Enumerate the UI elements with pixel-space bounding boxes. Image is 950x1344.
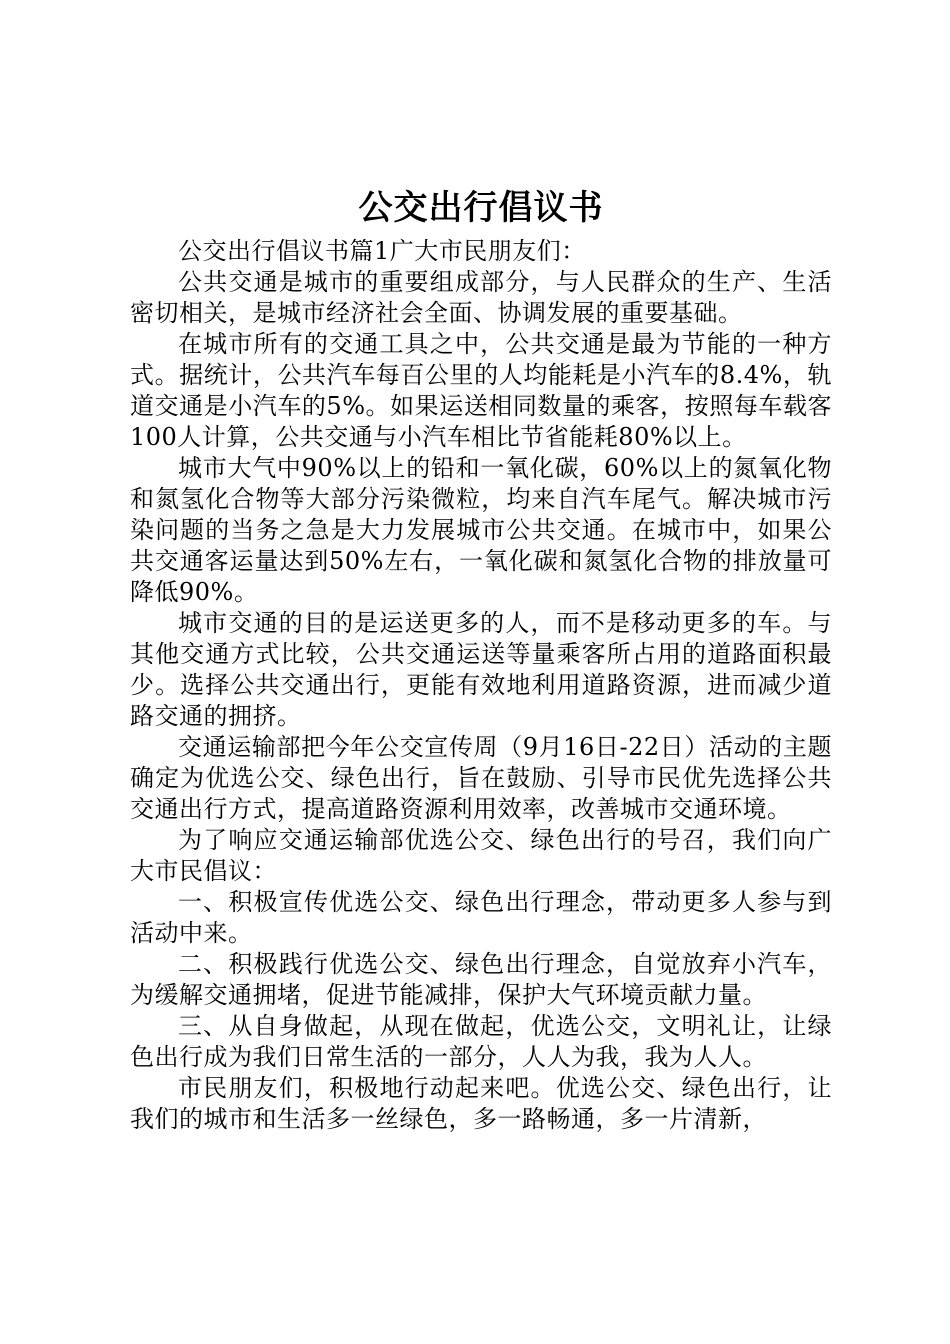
paragraph-call: 为了响应交通运输部优选公交、绿色出行的号召，我们向广大市民倡议： [130,826,832,885]
document-title: 公交出行倡议书 [358,188,604,228]
paragraph-pollution: 城市大气中90%以上的铅和一氧化碳，60%以上的氮氧化物和氮氢化合物等大部分污染微粒，均来自汽车尾气。解决城市污染问题的当务之急是大力发展城市公共交通。在城市中，如果公共交通客运量达到50%左右，一氧化碳和氮氢化合物的排放量可降低90%。 [130,454,832,606]
paragraph-item-1: 一、积极宣传优选公交、绿色出行理念，带动更多人参与到活动中来。 [130,888,832,947]
paragraph-item-3: 三、从自身做起，从现在做起，优选公交，文明礼让，让绿色出行成为我们日常生活的一部分，人人为我，我为人人。 [130,1012,832,1071]
paragraph-theme: 交通运输部把今年公交宣传周（9月16日-22日）活动的主题确定为优选公交、绿色出行，旨在鼓励、引导市民优先选择公共交通出行方式，提高道路资源利用效率，改善城市交通环境。 [130,733,832,823]
paragraph-item-2: 二、积极践行优选公交、绿色出行理念，自觉放弃小汽车，为缓解交通拥堵，促进节能减排，保护大气环境贡献力量。 [130,950,832,1009]
paragraph-purpose: 城市交通的目的是运送更多的人，而不是移动更多的车。与其他交通方式比较，公共交通运送等量乘客所占用的道路面积最少。选择公共交通出行，更能有效地利用道路资源，进而减少道路交通的拥挤。 [130,609,832,730]
paragraph-intro: 公共交通是城市的重要组成部分，与人民群众的生产、生活密切相关，是城市经济社会全面、协调发展的重要基础。 [130,268,832,327]
document-page [130,180,832,1135]
paragraph-energy: 在城市所有的交通工具之中，公共交通是最为节能的一种方式。据统计，公共汽车每百公里的人均能耗是小汽车的8.4%，轨道交通是小汽车的5%。如果运送相同数量的乘客，按照每车载客100人计算，公共交通与小汽车相比节省能耗80%以上。 [130,330,832,451]
paragraph-greeting: 公交出行倡议书篇1广大市民朋友们： [178,237,586,265]
paragraph-closing: 市民朋友们，积极地行动起来吧。优选公交、绿色出行，让我们的城市和生活多一丝绿色，多一路畅通，多一片清新， [130,1074,832,1133]
